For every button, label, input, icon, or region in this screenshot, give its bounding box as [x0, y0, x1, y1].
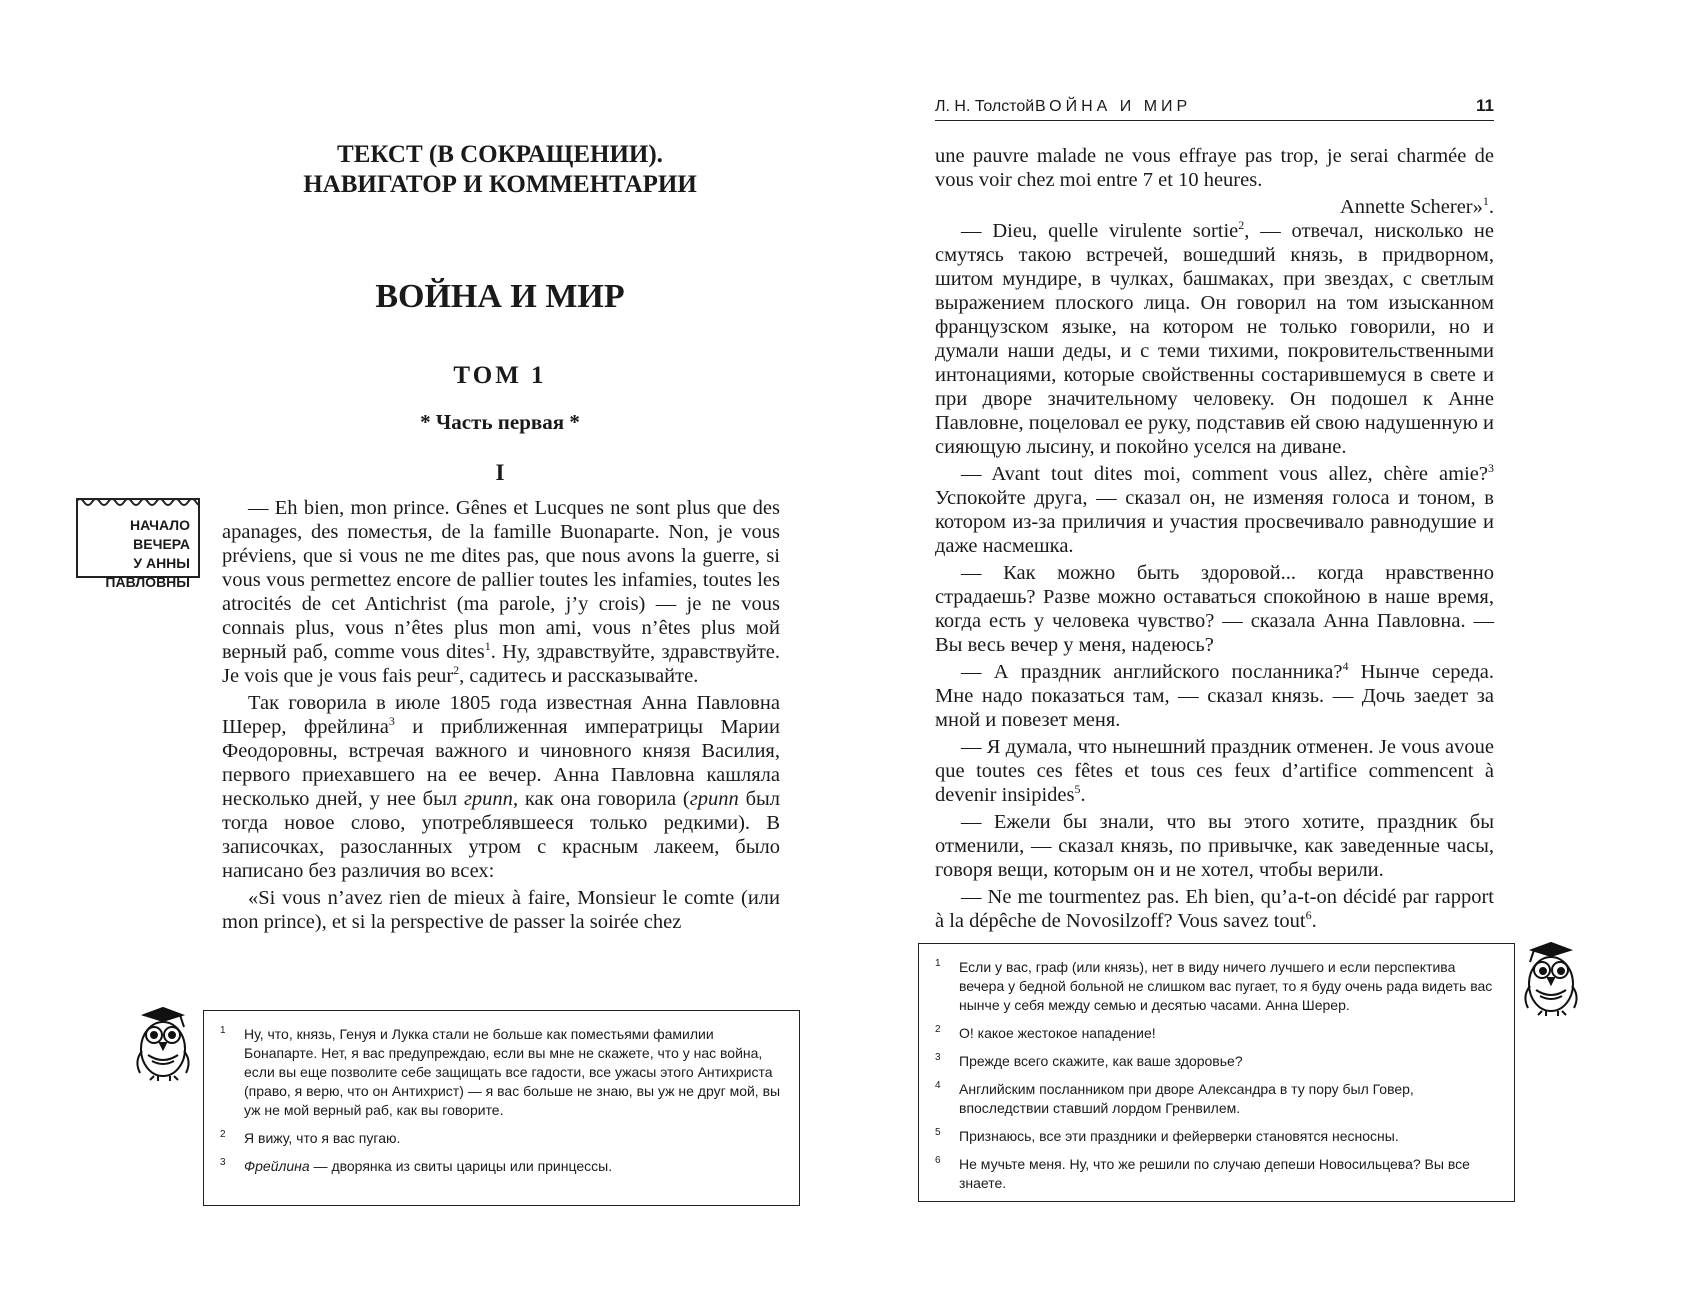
footnote-text: Не мучьте меня. Ну, что же решили по случаю депеши Новосильцева? Вы все знаете. [959, 1156, 1470, 1191]
footnote [935, 1024, 1498, 1043]
header-title: ВОЙНА И МИР [1035, 98, 1192, 115]
footnote-number: 6 [935, 1155, 941, 1166]
left-page [0, 0, 830, 1312]
wavy-edge-icon [76, 494, 200, 506]
footnote-ref[interactable]: 2 [1238, 218, 1245, 233]
section-title-line2: НАВИГАТОР И КОММЕНТАРИИ [303, 171, 697, 198]
paragraph: «Si vous n’avez rien de mieux à faire, Monsieur le comte (или mon prince), et si la perspective de passer la soirée chez [222, 887, 780, 933]
footnote-text: — дворянка из свиты царицы или принцессы. [309, 1158, 613, 1174]
paragraph: — Ежели бы знали, что вы этого хотите, праздник бы отменили, — сказал князь, по привычке, как заведенные часы, говоря вещи, которым он и не хотел, чтобы верили. [935, 811, 1494, 881]
left-body-text [222, 496, 780, 937]
paragraph: — Я думала, что нынешний праздник отменен. Je vous avoue que toutes ces fêtes et tous ces feux d’artifice commencent à devenir insipides$^5$. [935, 736, 1494, 806]
section-title-line1: ТЕКСТ (В СОКРАЩЕНИИ). [337, 141, 663, 168]
footnote-ref[interactable]: 5 [1074, 782, 1081, 797]
owl-scholar-icon [130, 1005, 196, 1081]
right-body-text [935, 144, 1494, 936]
footnote-ref[interactable]: 1 [1482, 194, 1489, 209]
margin-note-line3: ПАВЛОВНЫ [105, 574, 190, 590]
footnote-ref[interactable]: 2 [453, 663, 460, 678]
paragraph: — Avant tout dites moi, comment vous allez, chère amie?$^3$ Успокойте друга, — сказал он, не изменяя голоса и тоном, в котором из-за приличия и участия просвечивало равнодушие и даже насмешка. [935, 461, 1494, 557]
footnote-text: Если у вас, граф (или князь), нет в виду ничего лучшего и если перспектива вечера у бедной больной не слишком вас пугает, то я буду очень рада видеть вас нынче у себя между семью и десятью часами. Анна Шерер. [959, 959, 1493, 1013]
footnote-number: 4 [935, 1080, 941, 1091]
footnote-text: Английским посланником при дворе Александра в ту пору был Говер, впоследствии ставший лордом Гренвилем. [959, 1081, 1414, 1116]
footnote-number: 1 [935, 958, 941, 969]
footnote-text: Ну, что, князь, Генуя и Лукка стали не больше как поместьями фамилии Бонапарте. Нет, я вас предупреждаю, если вы мне не скажете, что у нас война, если вы еще позволите себе защищать все гадости, все ужасы этого Антихриста (право, я верю, что он Антихрист) — я вас больше не знаю, вы уж не друг мой, вы уж не мой верный раб, как вы говорите. [244, 1026, 781, 1118]
running-header [935, 96, 1494, 121]
footnote-ref[interactable]: 3 [388, 714, 395, 729]
paragraph: — Eh bien, mon prince. Gênes et Lucques ne sont plus que des apanages, des поместья, de la famille Buonaparte. Non, je vous préviens, que si vous ne me dites pas, que nous avons la guerre, si vous vous permettez encore de pallier toutes les infamies, toutes les atrocités de cet Antichrist (ma parole, j’y crois) — je ne vous connais plus, vous n’êtes plus mon ami, vous n’êtes plus мой верный раб, comme vous dites$^1$. Ну, здравствуйте, здравствуйте. Je vois que je vous fais peur$^2$, садитесь и рассказывайте. [222, 497, 781, 687]
footnote-text: Я вижу, что я вас пугаю. [244, 1130, 401, 1146]
footnote-ref[interactable]: 4 [1342, 659, 1349, 674]
footnotes-box [203, 1010, 800, 1206]
paragraph: — Как можно быть здоровой... когда нравственно страдаешь? Разве можно оставаться спокойною в наше время, когда есть у человека чувство? — сказала Анна Павловна. — Вы весь вечер у меня, надеюсь? [935, 562, 1494, 656]
paragraph: Так говорила в июле 1805 года известная Анна Павловна Шерер, фрейлина$^3$ и приближенная императрицы Марии Феодоровны, встречая важного и чиновного князя Василия, первого приехавшего на ее вечер. Анна Павловна кашляла несколько дней, у нее был грипп, как она говорила (грипп был тогда новое слово, употреблявшееся только редкими). В записочках, разосланных утром с красным лакеем, было написано без различия во всех: [222, 692, 780, 882]
owl-scholar-icon [1518, 940, 1584, 1016]
header-author: Л. Н. Толстой [935, 98, 1035, 115]
book-title: ВОЙНА И МИР [375, 278, 625, 315]
footnote [220, 1025, 783, 1120]
footnotes-box [918, 943, 1515, 1202]
paragraph: une pauvre malade ne vous effraye pas trop, je serai charmée de vous voir chez moi entre 7 et 10 heures. [935, 145, 1494, 191]
paragraph: — А праздник английского посланника?$^4$ Нынче середа. Мне надо показаться там, — сказал князь. — Дочь заедет за мной и повезет меня. [935, 659, 1495, 731]
footnote-ref[interactable]: 1 [484, 639, 491, 654]
margin-note-line1: НАЧАЛО ВЕЧЕРА [130, 517, 190, 552]
footnote [935, 1052, 1498, 1071]
footnote-ref[interactable]: 6 [1305, 908, 1312, 923]
footnote-text: О! какое жестокое нападение! [959, 1025, 1156, 1041]
footnote-number: 3 [220, 1157, 226, 1168]
footnote-number: 1 [220, 1025, 226, 1036]
margin-note-line2: У АННЫ [133, 555, 190, 571]
section-title [280, 140, 720, 200]
paragraph: — Ne me tourmentez pas. Eh bien, qu’a-t-on décidé par rapport à la dépêche de Novosilzoff? Vous savez tout$^6$. [935, 886, 1494, 932]
footnote [220, 1129, 783, 1148]
footnote-number: 5 [935, 1127, 941, 1138]
paragraph: — Dieu, quelle virulente sortie$^2$, — отвечал, нисколько не смутясь такою встречей, вошедший князь, в придворном, шитом мундире, в чулках, башмаках, при звездах, с светлым выражением плоского лица. Он говорил на том изысканном французском языке, на котором не только говорили, но и думали наши деды, и с теми тихими, покровительственными интонациями, которые свойственны состарившемуся в свете и при дворе значительному человеку. Он подошел к Анне Павловне, поцеловал ее руку, подставив ей свою надушенную и сияющую лысину, и покойно уселся на диване. [935, 218, 1494, 458]
footnote-term: Фрейлина [244, 1158, 310, 1174]
margin-navigator-note [76, 498, 200, 590]
page-number: 11 [1476, 96, 1494, 115]
footnote-number: 3 [935, 1052, 941, 1063]
footnote [220, 1157, 783, 1176]
footnote [935, 1127, 1498, 1146]
footnote-number: 2 [935, 1024, 941, 1035]
footnote [935, 958, 1498, 1015]
part-heading: * Часть первая * [420, 410, 580, 434]
footnote-text: Прежде всего скажите, как ваше здоровье? [959, 1053, 1243, 1069]
chapter-heading: I [495, 460, 505, 485]
footnote [935, 1155, 1498, 1193]
footnote [935, 1080, 1498, 1118]
footnote-text: Признаюсь, все эти праздники и фейерверки становятся несносны. [959, 1128, 1399, 1144]
footnote-number: 2 [220, 1129, 226, 1140]
volume-heading: ТОМ 1 [453, 362, 547, 389]
footnote-ref[interactable]: 3 [1488, 461, 1494, 476]
signature: Annette Scherer»$^1$. [1340, 194, 1494, 218]
